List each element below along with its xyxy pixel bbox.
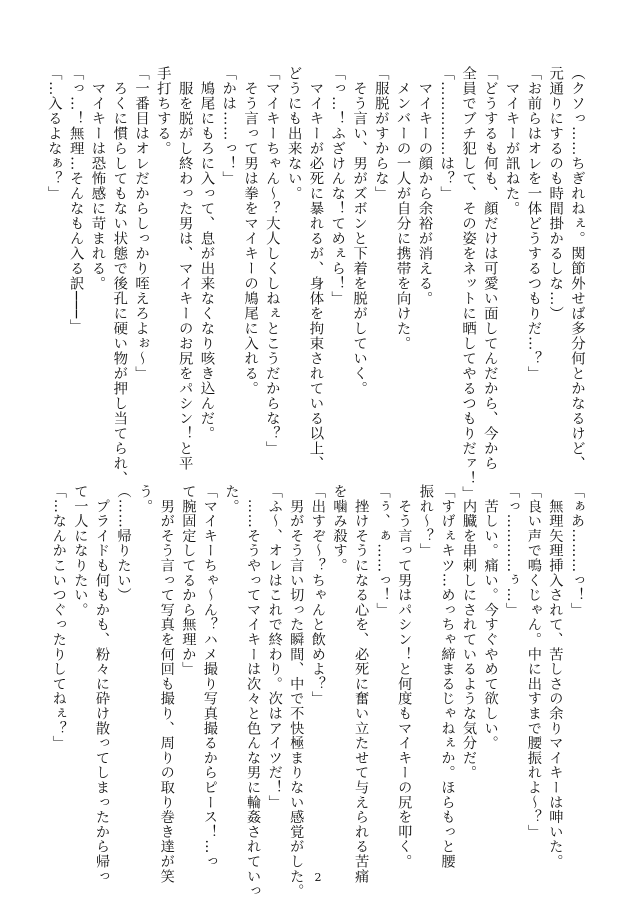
text-line: 無理矢理挿入されて、苦しさの余りマイキーは呻いた。 [547,484,564,869]
text-line: 「良い声で鳴くじゃん。中に出すまで腰振れよ～？」 [525,484,542,840]
text-line: 男がそう言って写真を何回も撮り、周りの取り巻き達が笑 [158,484,175,884]
text-line: 内臓を串刺しにされているような気分だ。 [461,484,478,780]
text-line: マイキーの顔から余裕が消える。 [416,66,433,306]
text-line: 「っ…………ぅ…」 [504,484,521,618]
text-line: 振れ～？」 [417,484,434,558]
text-line: う。 [137,484,154,514]
text-line: マイキーは恐怖感に苛まれる。 [89,66,106,291]
text-line: 元通りにするのも時間掛かるしな…） [547,66,564,321]
text-line: 全員でブチ犯して、その姿をネットに晒してやるつもりだァ！」 [460,66,477,501]
text-line: 「かは……っ！」 [220,66,237,186]
text-line: 「一番目はオレだからしっかり咥えろよぉ～」 [133,66,150,381]
text-line: そう言って男は拳をマイキーの鳩尾に入れる。 [242,66,259,396]
text-line: 「っ…！ふざけんな！てめぇら！」 [329,66,346,306]
text-line: そう言い、男がズボンと下着を脱がしていく。 [351,66,368,396]
text-line: 「…入るよなぁ？」 [45,66,62,201]
text-line: て腕固定してるから無理か」 [180,484,197,677]
text-line: 「服脱がすからな」 [372,66,389,201]
text-line: て一人になりたい。 [72,484,89,618]
text-line: （……帰りたい） [115,484,132,603]
upper-text-block [45,66,587,501]
text-line: マイキーが訊ねた。 [503,66,520,216]
text-line: 「ぅ、ぁ……っ！」 [374,484,391,618]
text-line: 「マイキーちゃん～？大人しくしねぇとこうだからな？」 [263,66,280,456]
text-line: （クソっ……ちぎれねぇ。関節外せば多分何とかなるけど、 [569,66,585,471]
text-line: 挫けそうになる心を、必死に奮い立たせて与えられる苦痛 [353,484,370,884]
text-line: メンバーの一人が自分に携帯を向けた。 [394,66,411,351]
text-line: た。 [223,484,240,514]
text-line: ……そうやってマイキーは次々と色んな男に輪姦されていっ [245,484,262,899]
text-line: 「ふ～、オレはこれで終わり。次はアイツだ！」 [266,484,283,810]
text-line: 「お前らはオレを一体どうするつもりだ…？」 [525,66,542,381]
text-line: 「ぁあ………っ！」 [569,484,585,618]
text-line: 「っ…！無理…そんなもん入る訳───」 [67,66,84,334]
text-line: 男がそう言い切った瞬間、中で不快極まりない感覚がした。 [288,484,305,899]
lower-text-block [50,484,587,899]
text-line: 「どうするも何も、顔だけは可愛い面してんだから、今から [481,66,498,471]
text-line: 鳩尾にもろに入って、息が出来なくなり咳き込んだ。 [198,66,215,441]
text-line: そう言って男はパシン！と何度もマイキーの尻を叩く。 [396,484,413,869]
text-line: 苦しい。痛い。今すぐやめて欲しい。 [482,484,499,751]
text-line: を噛み殺す。 [331,484,348,573]
text-line: どうにも出来ない。 [285,66,302,201]
text-line: ろくに慣らしてもない状態で後孔に硬い物が押し当てられ、 [111,66,128,486]
text-line: 手打ちする。 [154,66,171,156]
text-line: 「…なんかこいつぐったりしてねぇ？」 [50,484,67,751]
page-number: 2 [314,871,322,884]
text-line: プライドも何もかも、粉々に砕け散ってしまったから帰っ [93,484,110,884]
text-line: 「出すぞ～？ちゃんと飲めよ？」 [309,484,326,706]
text-line: マイキーが必死に暴れるが、身体を拘束されている以上、 [307,66,324,471]
text-line: 服を脱がし終わった男は、マイキーのお尻をパシン！と平 [176,66,193,471]
text-line: 「マイキーちゃ～ん？ハメ撮り写真撮るからピース！…っ [201,484,218,869]
text-line: 「すげぇキツ…めっちゃ締まるじゃねぇか。ほらもっと腰 [439,484,456,869]
text-line: 「……………は？」 [438,66,455,201]
